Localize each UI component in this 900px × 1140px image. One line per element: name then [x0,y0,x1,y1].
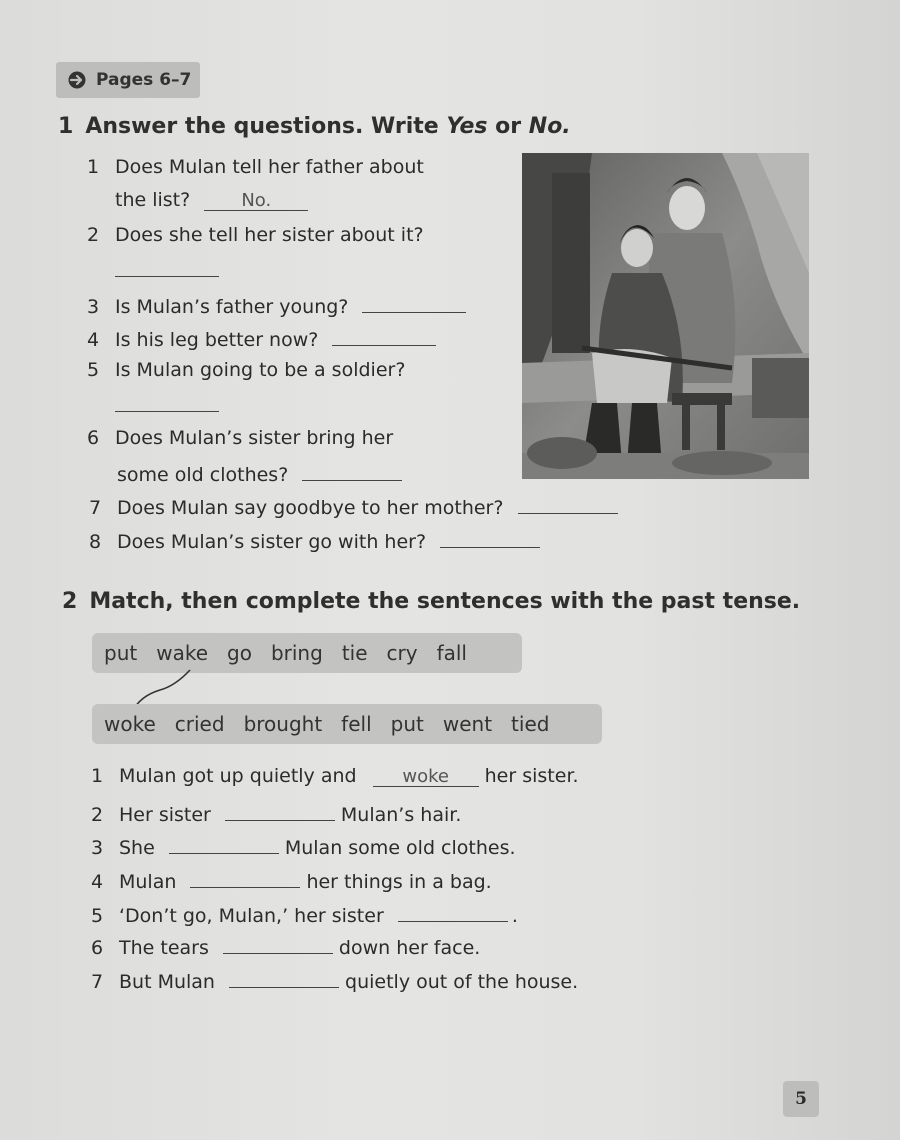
answer-field[interactable]: woke [373,766,479,787]
word-chip[interactable]: brought [243,712,323,736]
question-1: 1 Does Mulan tell her father about [87,156,424,178]
question-3: 3 Is Mulan’s father young? [87,292,466,318]
answer-field[interactable] [518,493,618,514]
word-chip[interactable]: cry [386,641,418,665]
word-chip[interactable]: wake [156,641,209,665]
mulan-illustration [522,153,809,479]
word-chip[interactable]: fell [341,712,372,736]
sentence-1: 1 Mulan got up quietly and woke her sister. [91,765,579,787]
word-chip[interactable]: cried [174,712,225,736]
question-7: 7 Does Mulan say goodbye to her mother? [89,493,618,519]
answer-field[interactable] [362,292,466,313]
word-chip[interactable]: put [390,712,424,736]
word-chip[interactable]: woke [104,712,156,736]
question-6: 6 Does Mulan’s sister bring her [87,427,394,449]
answer-field[interactable] [302,460,402,481]
answer-field[interactable] [115,391,219,412]
question-2-answer-line [107,256,219,282]
answer-field[interactable] [225,800,335,821]
word-chip[interactable]: go [227,641,252,665]
question-5-answer-line [107,391,219,417]
word-chip[interactable]: bring [270,641,323,665]
word-chip[interactable]: tied [511,712,550,736]
question-1-line2: the list? No. [115,189,308,211]
sentence-7: 7 But Mulan quietly out of the house. [91,967,578,993]
answer-field[interactable] [223,933,333,954]
word-chip[interactable]: fall [436,641,467,665]
answer-field[interactable] [169,833,279,854]
illustration-drawing [522,153,809,479]
word-chip[interactable]: put [104,641,138,665]
word-chip[interactable]: went [442,712,493,736]
answer-field[interactable] [229,967,339,988]
sentence-4: 4 Mulan her things in a bag. [91,867,492,893]
present-tense-word-box [92,633,522,673]
pages-label: Pages 6–7 [96,70,192,90]
answer-field[interactable] [398,901,508,922]
sentence-6: 6 The tears down her face. [91,933,480,959]
question-5: 5 Is Mulan going to be a soldier? [87,359,406,381]
word-chip[interactable]: tie [341,641,368,665]
answer-field[interactable] [190,867,300,888]
sentence-3: 3 She Mulan some old clothes. [91,833,516,859]
question-2: 2 Does she tell her sister about it? [87,224,424,246]
question-8: 8 Does Mulan’s sister go with her? [89,527,540,553]
answer-field[interactable] [332,325,436,346]
pages-tab [56,62,200,98]
arrow-right-icon [66,71,88,89]
sentence-2: 2 Her sister Mulan’s hair. [91,800,461,826]
answer-field[interactable] [115,256,219,277]
question-6-line2: some old clothes? [117,460,402,486]
page-number: 5 [783,1081,819,1117]
sentence-5: 5 ‘Don’t go, Mulan,’ her sister . [91,901,518,927]
answer-field[interactable]: No. [204,190,308,211]
answer-field[interactable] [440,527,540,548]
question-4: 4 Is his leg better now? [87,325,436,351]
section-2-heading: 2 Match, then complete the sentences with the past tense. [62,589,801,614]
past-tense-word-box [92,704,602,744]
section-1-heading: 1 Answer the questions. Write Yes or No. [58,114,571,139]
